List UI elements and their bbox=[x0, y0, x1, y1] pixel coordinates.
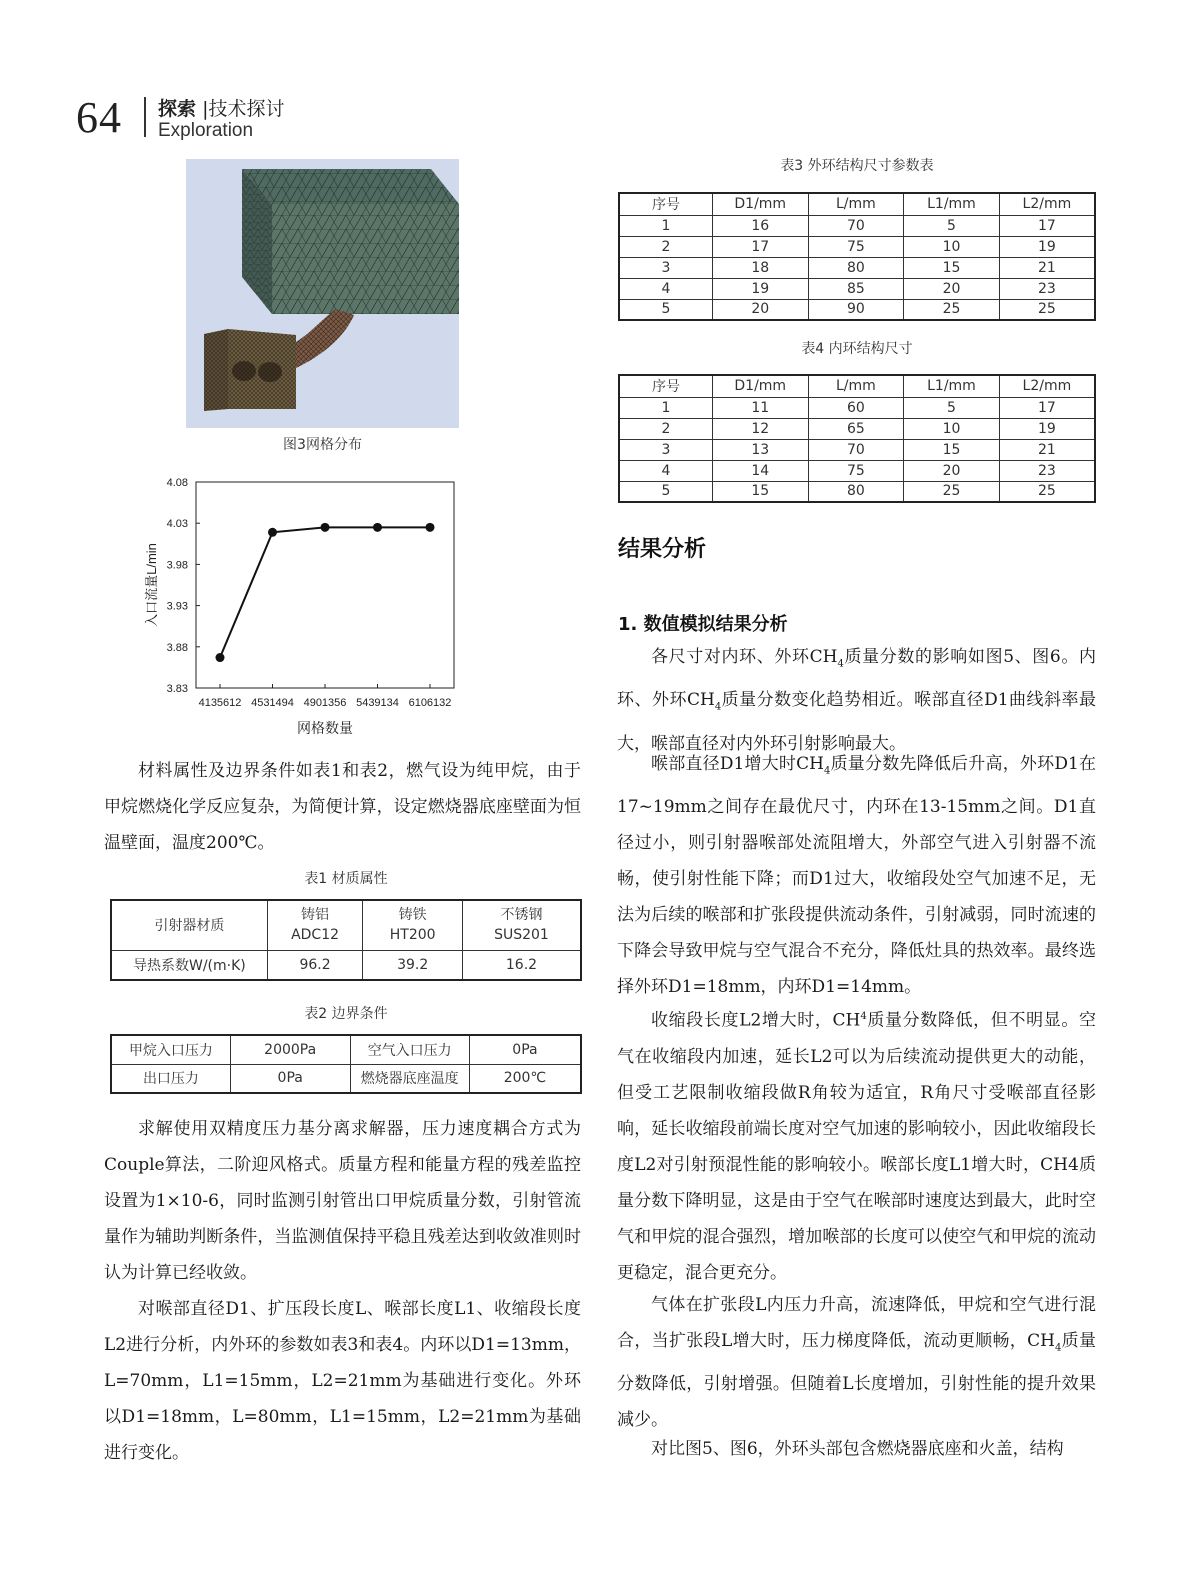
section-heading: 结果分析 bbox=[618, 537, 707, 562]
text-run: 质量分数先降低后升高，外环D1在17~19mm之间存在最优尺寸，内环在13-15mm之间。D1直径过小，则引射器喉部处流阻增大，外部空气进入引射器不流畅，使引射性能下降；而D1过大，收缩段处空气加速不足，无法为后续的喉部和扩张段提供流动条件，引射减弱，同时流速的下降会导致甲烷与空气混合不充分，降低灶具的热效率。最终选择外环D1=18mm，内环D1=14mm。 bbox=[617, 754, 1096, 998]
table-row bbox=[619, 418, 1095, 439]
table3-cell: 1 bbox=[619, 215, 712, 236]
table3-cell: 4 bbox=[619, 278, 712, 299]
paragraph-text: 对喉部直径D1、扩压段长度L、喉部长度L1、收缩段长度L2进行分析，内外环的参数如表3和表4。内环以D1=13mm，L=70mm，L1=15mm，L2=21mm为基础进行变化。外环以D1=18mm，L=80mm，L1=15mm，L2=21mm为基础进行变化。 bbox=[104, 1299, 581, 1463]
table4-header-cell: L2/mm bbox=[999, 375, 1095, 397]
table3-cell: 10 bbox=[904, 236, 1000, 257]
superscript: 4 bbox=[860, 1011, 867, 1022]
table4-caption: 表4 内环结构尺寸 bbox=[801, 341, 913, 357]
table4-cell: 25 bbox=[904, 481, 1000, 502]
subscript: 4 bbox=[837, 658, 844, 670]
text-run: 质量分数变化趋势相近。喉部直径D1曲线斜率最大，喉部直径对内外环引射影响最大。 bbox=[617, 690, 1096, 754]
data-point bbox=[268, 528, 277, 537]
table4-header-cell: L/mm bbox=[808, 375, 904, 397]
table2-cell: 燃烧器底座温度 bbox=[350, 1064, 469, 1093]
table3-cell: 21 bbox=[999, 257, 1095, 278]
table4 bbox=[618, 374, 1096, 503]
x-tick-label: 4901356 bbox=[303, 697, 347, 709]
table2-cell: 0Pa bbox=[469, 1035, 581, 1064]
table4-cell: 5 bbox=[904, 397, 1000, 418]
table2-cell: 2000Pa bbox=[230, 1035, 350, 1064]
chart-svg bbox=[140, 470, 470, 740]
data-point bbox=[216, 653, 225, 662]
text-run: 质量分数降低，但不明显。空气在收缩段内加速，延长L2可以为后续流动提供更大的动能，但受工艺限制收缩段做R角较为适宜，R角尺寸受喉部直径影响，延长收缩段前端长度对空气加速的影响较小，因此收缩段长度L2对引射预混性能的影响较小。喉部长度L1增大时，CH4质量分数下降明显，这是由于空气在喉部时速度达到最大，此时空气和甲烷的混合强烈，增加喉部的长度可以使空气和甲烷的流动更稳定，混合更充分。 bbox=[617, 1010, 1097, 1283]
mesh-illustration bbox=[186, 159, 459, 428]
table3-header-cell: L/mm bbox=[808, 193, 904, 215]
table1-header-cell: 铸铁 HT200 bbox=[363, 900, 463, 950]
y-tick-label: 4.08 bbox=[166, 477, 188, 489]
paragraph-text: 对比图5、图6，外环头部包含燃烧器底座和火盖，结构 bbox=[651, 1439, 1064, 1459]
table2-caption: 表2 边界条件 bbox=[304, 1006, 388, 1022]
table3-cell: 18 bbox=[712, 257, 808, 278]
y-tick-label: 3.98 bbox=[166, 559, 188, 572]
left-paragraph-3 bbox=[104, 1291, 581, 1471]
section-title bbox=[158, 94, 284, 121]
table-row bbox=[619, 397, 1095, 418]
subscript: 4 bbox=[1054, 1342, 1062, 1354]
right-paragraph-5 bbox=[617, 1431, 1096, 1467]
table3-cell: 3 bbox=[619, 257, 712, 278]
table3-cell: 80 bbox=[808, 257, 904, 278]
table4-cell: 21 bbox=[999, 439, 1095, 460]
table4-cell: 80 bbox=[808, 481, 904, 502]
table4-cell: 75 bbox=[808, 460, 904, 481]
table-row bbox=[619, 215, 1095, 236]
table-row bbox=[619, 299, 1095, 320]
table4-cell: 13 bbox=[712, 439, 808, 460]
table3 bbox=[618, 192, 1096, 321]
x-tick-label: 4135612 bbox=[198, 697, 242, 709]
paragraph-text bbox=[617, 1287, 1096, 1438]
text-run: 收缩段长度L2增大时，CH bbox=[651, 1010, 861, 1031]
table3-cell: 90 bbox=[808, 299, 904, 320]
table4-cell: 25 bbox=[999, 481, 1095, 502]
table3-cell: 23 bbox=[999, 278, 1095, 299]
page-number: 64 bbox=[76, 93, 122, 142]
table4-cell: 60 bbox=[808, 397, 904, 418]
table3-cell: 15 bbox=[904, 257, 1000, 278]
table4-cell: 2 bbox=[619, 418, 712, 439]
table3-caption: 表3 外环结构尺寸参数表 bbox=[780, 158, 934, 174]
table4-header-cell: L1/mm bbox=[904, 375, 1000, 397]
table4-header-cell: 序号 bbox=[619, 375, 712, 397]
table1-header-cell: 引射器材质 bbox=[111, 900, 267, 950]
table4-cell: 23 bbox=[999, 460, 1095, 481]
table3-cell: 25 bbox=[904, 299, 1000, 320]
table1-caption: 表1 材质属性 bbox=[304, 871, 388, 887]
table2-cell: 空气入口压力 bbox=[350, 1035, 469, 1064]
left-paragraph-1 bbox=[104, 753, 581, 861]
paragraph-text bbox=[617, 746, 1096, 1005]
table3-cell: 17 bbox=[999, 215, 1095, 236]
table-row bbox=[619, 278, 1095, 299]
left-paragraph-2 bbox=[104, 1111, 581, 1291]
mesh-independence-chart bbox=[140, 470, 470, 740]
table3-cell: 5 bbox=[904, 215, 1000, 236]
table4-cell: 1 bbox=[619, 397, 712, 418]
table4-cell: 5 bbox=[619, 481, 712, 502]
plot-frame bbox=[196, 482, 454, 688]
section-name: 探索 bbox=[158, 98, 197, 120]
y-tick-label: 3.93 bbox=[166, 600, 188, 613]
table4-cell: 10 bbox=[904, 418, 1000, 439]
right-paragraph-3 bbox=[617, 999, 1096, 1291]
table3-header-cell: 序号 bbox=[619, 193, 712, 215]
text-run: 喉部直径D1增大时CH bbox=[651, 754, 824, 774]
table3-cell: 20 bbox=[904, 278, 1000, 299]
table3-cell: 25 bbox=[999, 299, 1095, 320]
section-title-en: Exploration bbox=[158, 120, 254, 141]
table1-cell: 导热系数W/(m·K) bbox=[111, 950, 267, 980]
table4-header-cell: D1/mm bbox=[712, 375, 808, 397]
table3-header-cell: L1/mm bbox=[904, 193, 1000, 215]
x-tick-label: 6106132 bbox=[408, 697, 452, 709]
table3-cell: 20 bbox=[712, 299, 808, 320]
table3-cell: 2 bbox=[619, 236, 712, 257]
table4-cell: 12 bbox=[712, 418, 808, 439]
table-row bbox=[619, 460, 1095, 481]
y-tick-label: 3.88 bbox=[166, 641, 188, 654]
paragraph-text: 求解使用双精度压力基分离求解器，压力速度耦合方式为Couple算法，二阶迎风格式。质量方程和能量方程的残差监控设置为1×10-6，同时监测引射管出口甲烷质量分数，引射管流量作为辅助判断条件，当监测值保持平稳且残差达到收敛准则时认为计算已经收敛。 bbox=[104, 1119, 581, 1283]
table1-cell: 39.2 bbox=[363, 950, 463, 980]
table1-cell: 16.2 bbox=[462, 950, 581, 980]
subscript: 4 bbox=[714, 701, 722, 713]
x-axis-label: 网格数量 bbox=[297, 721, 353, 737]
subscript: 4 bbox=[823, 765, 831, 777]
data-point bbox=[373, 523, 382, 532]
right-paragraph-2 bbox=[617, 746, 1096, 1005]
y-tick-label: 4.03 bbox=[166, 518, 188, 531]
x-tick-label: 4531494 bbox=[251, 697, 294, 709]
table4-cell: 19 bbox=[999, 418, 1095, 439]
table1 bbox=[110, 899, 582, 981]
table4-cell: 11 bbox=[712, 397, 808, 418]
table1-header-cell: 不锈钢 SUS201 bbox=[462, 900, 581, 950]
data-point bbox=[426, 523, 435, 532]
table4-cell: 17 bbox=[999, 397, 1095, 418]
table3-cell: 85 bbox=[808, 278, 904, 299]
text-run: 质量分数的影响如图5、图6。内环、外环CH bbox=[617, 647, 1096, 711]
mesh-figure bbox=[186, 159, 459, 428]
table-row bbox=[619, 481, 1095, 502]
y-axis-label: 入口流量L/min bbox=[144, 543, 159, 627]
data-point bbox=[321, 523, 330, 532]
subsection-name: |技术探讨 bbox=[202, 98, 285, 120]
text-run: 各尺寸对内环、外环CH bbox=[651, 647, 838, 667]
series-line bbox=[220, 527, 430, 657]
table4-cell: 15 bbox=[712, 481, 808, 502]
table-row bbox=[619, 236, 1095, 257]
table2 bbox=[110, 1034, 582, 1094]
table4-cell: 65 bbox=[808, 418, 904, 439]
text-run: 气体在扩张段L内压力升高，流速降低，甲烷和空气进行混合，当扩张段L增大时，压力梯度降低，流动更顺畅，CH bbox=[617, 1295, 1096, 1351]
x-tick-label: 5439134 bbox=[356, 697, 399, 709]
table-row bbox=[619, 439, 1095, 460]
table2-cell: 甲烷入口压力 bbox=[111, 1035, 230, 1064]
table3-cell: 19 bbox=[999, 236, 1095, 257]
right-paragraph-1 bbox=[617, 639, 1096, 762]
text-run: 质量分数降低，引射增强。但随着L长度增加，引射性能的提升效果减少。 bbox=[617, 1331, 1096, 1431]
y-tick-label: 3.83 bbox=[166, 683, 188, 695]
table3-cell: 17 bbox=[712, 236, 808, 257]
table4-cell: 4 bbox=[619, 460, 712, 481]
table4-cell: 15 bbox=[904, 439, 1000, 460]
table-row bbox=[619, 257, 1095, 278]
table3-header-cell: D1/mm bbox=[712, 193, 808, 215]
table1-cell: 96.2 bbox=[267, 950, 363, 980]
table4-cell: 3 bbox=[619, 439, 712, 460]
table3-header-cell: L2/mm bbox=[999, 193, 1095, 215]
table3-cell: 16 bbox=[712, 215, 808, 236]
table2-cell: 200℃ bbox=[469, 1064, 581, 1093]
fig3-caption: 图3网格分布 bbox=[283, 437, 362, 453]
header-divider bbox=[144, 97, 146, 137]
table2-cell: 0Pa bbox=[230, 1064, 350, 1093]
paragraph-text bbox=[617, 999, 1096, 1291]
table1-header-cell: 铸铝 ADC12 bbox=[267, 900, 363, 950]
right-paragraph-4 bbox=[617, 1287, 1096, 1438]
table4-cell: 70 bbox=[808, 439, 904, 460]
table2-cell: 出口压力 bbox=[111, 1064, 230, 1093]
table4-cell: 20 bbox=[904, 460, 1000, 481]
table4-cell: 14 bbox=[712, 460, 808, 481]
table3-cell: 19 bbox=[712, 278, 808, 299]
table3-cell: 75 bbox=[808, 236, 904, 257]
table3-cell: 5 bbox=[619, 299, 712, 320]
paragraph-text: 材料属性及边界条件如表1和表2，燃气设为纯甲烷，由于甲烷燃烧化学反应复杂，为简便计算，设定燃烧器底座壁面为恒温壁面，温度200℃。 bbox=[104, 761, 581, 853]
paragraph-text bbox=[617, 639, 1096, 762]
table3-cell: 70 bbox=[808, 215, 904, 236]
subsection-heading: 1. 数值模拟结果分析 bbox=[618, 614, 788, 635]
